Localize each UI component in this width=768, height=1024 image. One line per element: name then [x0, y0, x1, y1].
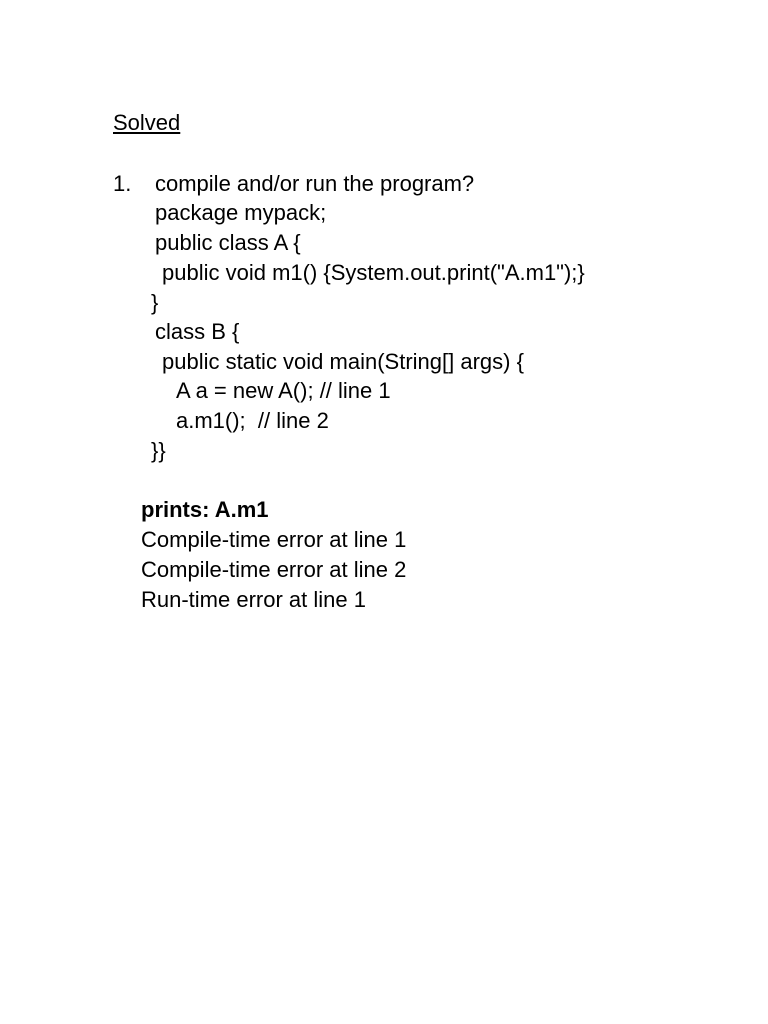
answer-option: Compile-time error at line 1: [141, 527, 407, 552]
code-line: a.m1(); // line 2: [176, 408, 329, 433]
code-line: public class A {: [155, 230, 301, 255]
question-prompt: compile and/or run the program?: [155, 171, 475, 196]
page-heading: Solved: [113, 110, 181, 135]
code-line: class B {: [155, 319, 240, 344]
code-line: public void m1() {System.out.print("A.m1");}: [162, 260, 585, 285]
code-line: package mypack;: [155, 200, 327, 225]
answer-option: Run-time error at line 1: [141, 587, 366, 612]
code-line: A a = new A(); // line 1: [176, 378, 391, 403]
question-number: 1.: [113, 171, 132, 196]
code-line: public static void main(String[] args) {: [162, 349, 524, 374]
answer-option-correct: prints: A.m1: [141, 497, 269, 522]
code-line: }: [151, 290, 159, 315]
code-line: }}: [151, 438, 166, 463]
answer-option: Compile-time error at line 2: [141, 557, 407, 582]
